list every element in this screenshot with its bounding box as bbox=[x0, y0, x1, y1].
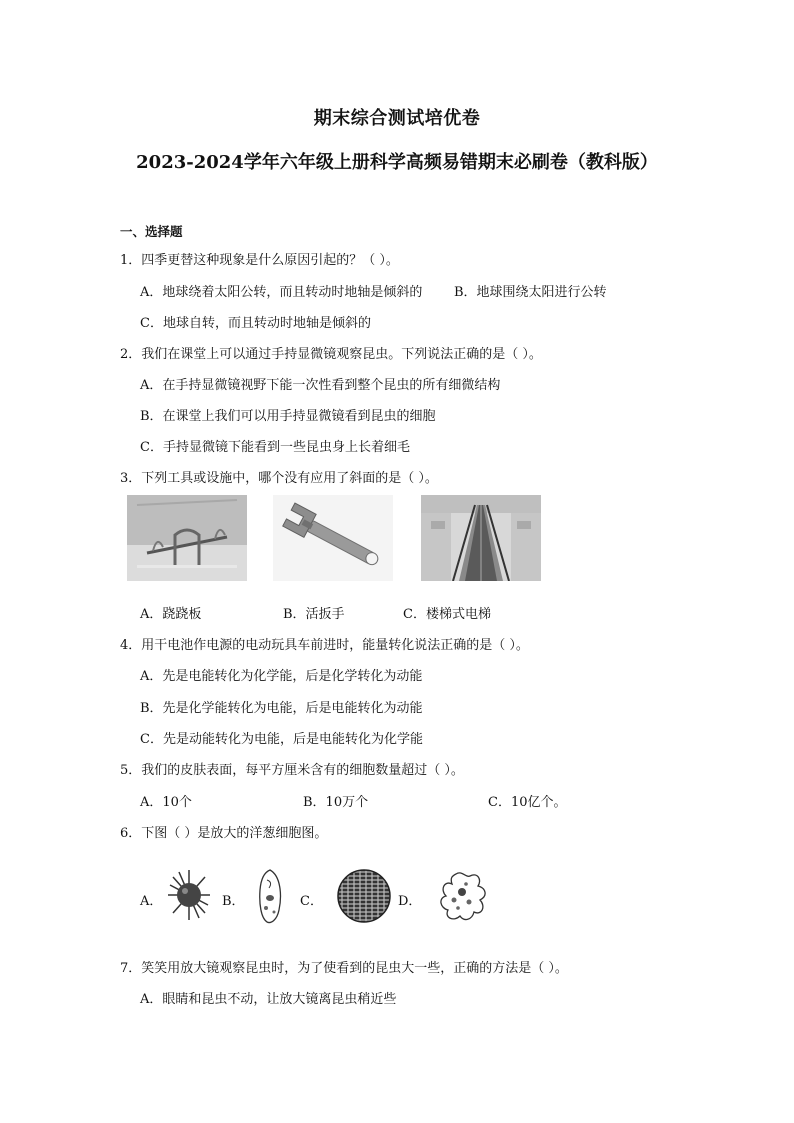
question-3-option-c[interactable]: C．楼梯式电梯 bbox=[403, 607, 491, 622]
wrench-photo-icon bbox=[273, 495, 393, 581]
onion-cell-icon bbox=[336, 868, 392, 928]
question-1-option-a[interactable]: A．地球绕着太阳公转，而且转动时地轴是倾斜的 bbox=[140, 285, 423, 300]
question-1-stem: 1．四季更替这种现象是什么原因引起的？（ ）。 bbox=[120, 253, 399, 268]
question-7-stem: 7．笑笑用放大镜观察昆虫时，为了使看到的昆虫大一些，正确的方法是（ ）。 bbox=[120, 961, 568, 976]
question-3-stem: 3．下列工具或设施中，哪个没有应用了斜面的是（ ）。 bbox=[120, 471, 438, 486]
paramecium-cell-icon bbox=[255, 868, 285, 930]
seesaw-photo-icon bbox=[127, 495, 247, 581]
question-6-option-b[interactable]: B． bbox=[222, 894, 245, 909]
question-2-option-c[interactable]: C．手持显微镜下能看到一些昆虫身上长着细毛 bbox=[140, 440, 410, 455]
question-1-option-c[interactable]: C．地球自转，而且转动时地轴是倾斜的 bbox=[140, 316, 371, 331]
section-heading: 一、选择题 bbox=[120, 224, 183, 239]
question-4-option-c[interactable]: C．先是动能转化为电能，后是电能转化为化学能 bbox=[140, 732, 423, 747]
question-5-stem: 5．我们的皮肤表面，每平方厘米含有的细胞数量超过（ ）。 bbox=[120, 763, 464, 778]
question-2-option-b[interactable]: B．在课堂上我们可以用手持显微镜看到昆虫的细胞 bbox=[140, 409, 436, 424]
question-3-option-b[interactable]: B．活扳手 bbox=[283, 607, 345, 622]
question-5-option-b[interactable]: B．10万个 bbox=[303, 795, 369, 810]
escalator-photo-icon bbox=[421, 495, 541, 581]
question-4-option-a[interactable]: A．先是电能转化为化学能，后是化学转化为动能 bbox=[140, 669, 423, 684]
amoeba-cell-icon bbox=[436, 868, 490, 928]
question-3-option-a[interactable]: A．跷跷板 bbox=[140, 607, 202, 622]
virus-cell-icon bbox=[166, 868, 212, 926]
page-subtitle: 2023-2024学年六年级上册科学高频易错期末必刷卷（教科版） bbox=[136, 152, 658, 173]
question-6-option-c[interactable]: C． bbox=[300, 894, 323, 909]
question-4-stem: 4．用干电池作电源的电动玩具车前进时，能量转化说法正确的是（ ）。 bbox=[120, 638, 529, 653]
question-5-option-a[interactable]: A．10个 bbox=[140, 795, 192, 810]
question-2-stem: 2．我们在课堂上可以通过手持显微镜观察昆虫。下列说法正确的是（ ）。 bbox=[120, 347, 542, 362]
question-6-option-a[interactable]: A． bbox=[140, 894, 163, 909]
question-6-option-d[interactable]: D． bbox=[398, 894, 422, 909]
question-6-stem: 6．下图（ ）是放大的洋葱细胞图。 bbox=[120, 826, 328, 841]
question-2-option-a[interactable]: A．在手持显微镜视野下能一次性看到整个昆虫的所有细微结构 bbox=[140, 378, 501, 393]
question-4-option-b[interactable]: B．先是化学能转化为电能，后是电能转化为动能 bbox=[140, 701, 423, 716]
question-1-option-b[interactable]: B．地球围绕太阳进行公转 bbox=[454, 285, 607, 300]
page-title: 期末综合测试培优卷 bbox=[313, 108, 481, 129]
question-5-option-c[interactable]: C．10亿个。 bbox=[488, 795, 567, 810]
question-7-option-a[interactable]: A．眼睛和昆虫不动，让放大镜离昆虫稍近些 bbox=[140, 992, 397, 1007]
